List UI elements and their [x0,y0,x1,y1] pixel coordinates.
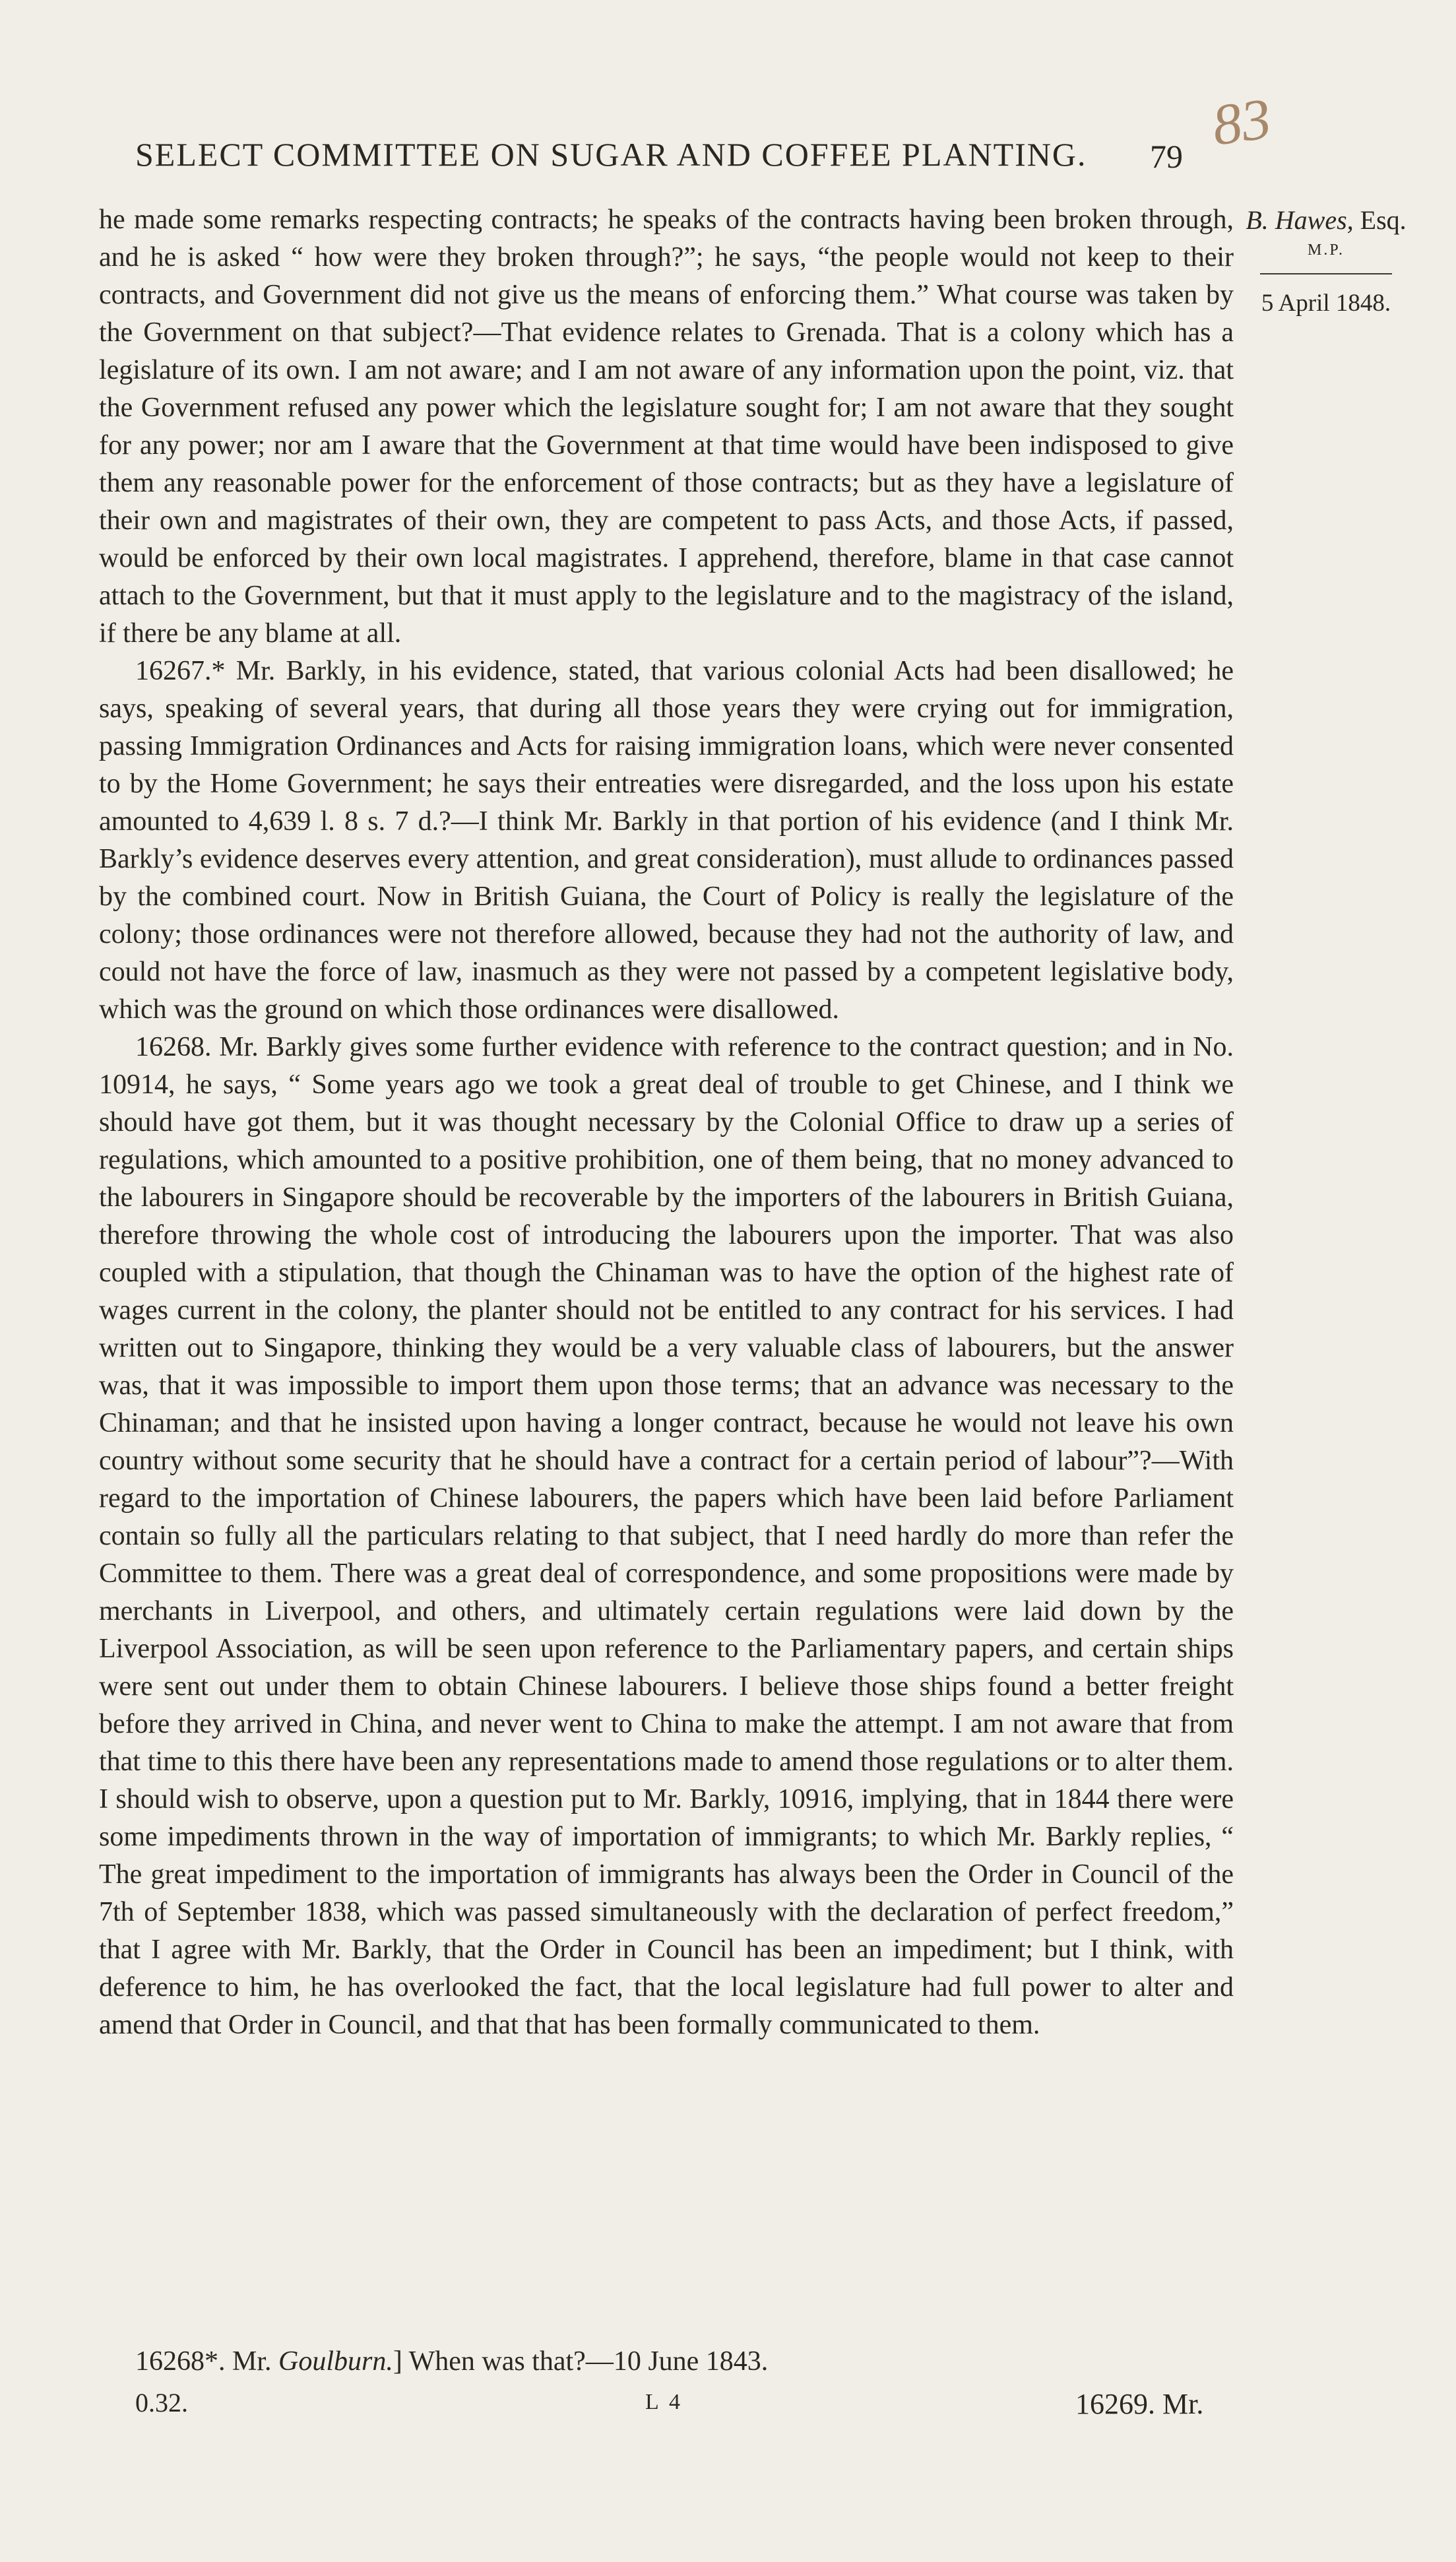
witness-name [1227,205,1425,236]
question-number: 16268*. Mr. [135,2346,279,2377]
witness-name-italic: B. Hawes, [1246,205,1354,235]
paragraph-16268: 16268. Mr. Barkly gives some further evidence with reference to the contract question; and in No. 10914, he says, “ Some years ago we took a great deal of trouble to get Chinese, and I think we should have got them, but it was thought necessary by the Colonial Office to draw up a series of regulations, which amounted to a positive prohibition, one of them being, that no money advanced to the labourers in Singapore should be recoverable by the importers of the labourers in British Guiana, therefore throwing the whole cost of introducing the labourers upon the importer. That was also coupled with a stipulation, that though the Chinaman was to have the option of the highest rate of wages current in the colony, the planter should not be entitled to any contract for his services. I had written out to Singapore, thinking they would be a very valuable class of labourers, but the answer was, that it was impossible to import them upon those terms; that an advance was necessary to the Chinaman; and that he insisted upon having a longer contract, because he would not leave his own country without some security that he should have a contract for a certain period of labour”?—With regard to the importation of Chinese labourers, the papers which have been laid before Parliament contain so fully all the particulars relating to that subject, that I need hardly do more than refer the Committee to them. There was a great deal of correspondence, and some propositions were made by merchants in Liverpool, and others, and ultimately certain regulations were laid down by the Liverpool Association, as will be seen upon reference to the Parliamentary papers, and certain ships were sent out under them to obtain Chinese labourers. I believe those ships found a better freight before they arrived in China, and never went to China to make the attempt. I am not aware that from that time to this there have been any representations made to amend those regulations or to alter them. I should wish to observe, upon a question put to Mr. Barkly, 10916, implying, that in 1844 there were some impediments thrown in the way of importation of immigrants; to which Mr. Barkly replies, “ The great impediment to the importation of immigrants has always been the Order in Council of the 7th of September 1838, which was passed simultaneously with the declaration of perfect freedom,” that I agree with Mr. Barkly, that the Order in Council has been an impediment; but I think, with deference to him, he has overlooked the fact, that the local legislature had full power to alter and amend that Order in Council, and that that has been formally communicated to them. [99,1032,1234,2040]
margin-divider [1260,273,1392,274]
handwritten-folio-number: 83 [1208,86,1275,158]
paragraph-16267: 16267.* Mr. Barkly, in his evidence, stated, that various colonial Acts had been disallowed; he says, speaking of several years, that during all those years they were crying out for immigration, passing Immigration Ordinances and Acts for raising immigration loans, which were never consented to by the Home Government; he says their entreaties were disregarded, and the loss upon his estate amounted to 4,639 l. 8 s. 7 d.?—I think Mr. Barkly in that portion of his evidence (and I think Mr. Barkly’s evidence deserves every attention, and great consideration), must allude to ordinances passed by the combined court. Now in British Guiana, the Court of Policy is really the legislature of the colony; those ordinances were not therefore allowed, because they had not the authority of law, and could not have the force of law, inasmuch as they were not passed by a competent legislative body, which was the ground on which those ordinances were disallowed. [99,656,1234,1025]
examination-date: 5 April 1848. [1261,290,1391,317]
footer-signature-mark: L 4 [645,2390,683,2414]
witness-name-suffix: Esq. [1353,205,1407,235]
question-speaker: Goulburn. [278,2346,393,2377]
evidence-body [99,201,1234,2044]
witness-honorific: M.P. [1307,241,1345,259]
running-header-title: SELECT COMMITTEE ON SUGAR AND COFFEE PLANTING. [135,136,1087,173]
margin-note [1227,205,1425,318]
question-16268-star [135,2346,768,2377]
paragraph-continuation: he made some remarks respecting contracts; he speaks of the contracts having been broken through, and he is asked “ how were they broken through?”; he says, “the people would not keep to their contracts, and Government did not give us the means of enforcing them.” What course was taken by the Government on that subject?—That evidence relates to Grenada. That is a colony which has a legislature of its own. I am not aware; and I am not aware of any information upon the point, viz. that the Government refused any power which the legislature sought for; I am not aware that they sought for any power; nor am I aware that the Government at that time would have been indisposed to give them any reasonable power for the enforcement of those contracts; but as they have a legislature of their own and magistrates of their own, they are competent to pass Acts, and those Acts, if passed, would be enforced by their own local magistrates. I apprehend, therefore, blame in that case cannot attach to the Government, but that it must apply to the legislature and to the magistracy of the island, if there be any blame at all. [99,205,1234,649]
page-number: 79 [1150,138,1183,175]
footer-catchword: 16269. Mr. [1075,2388,1204,2420]
footer-sessional-number: 0.32. [135,2388,188,2418]
question-text: ] When was that?—10 June 1843. [393,2346,769,2377]
